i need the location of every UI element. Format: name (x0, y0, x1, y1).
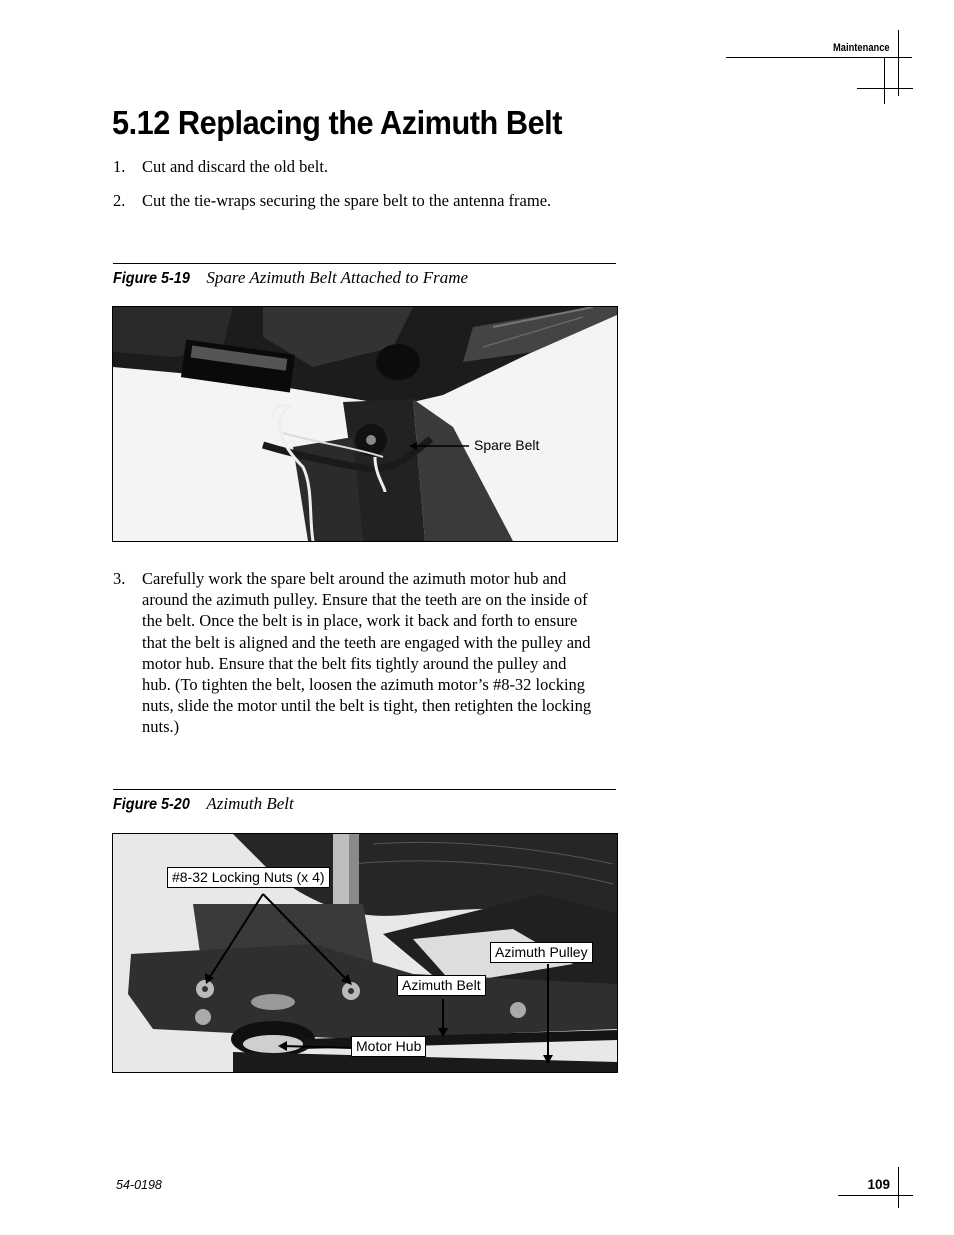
figure-caption (113, 268, 468, 288)
footer-crop-mark (898, 1167, 899, 1208)
step-1 (113, 156, 593, 177)
spare-belt-photo (113, 307, 617, 541)
step-text: Cut the tie-wraps securing the spare belt to the antenna frame. (142, 191, 552, 210)
section-title: 5.12 Replacing the Azimuth Belt (112, 104, 563, 141)
figure-number: Figure 5-20 (113, 796, 190, 813)
step-number: 2. (113, 191, 126, 210)
callout-motor-hub: Motor Hub (351, 1036, 426, 1057)
figure-rule (113, 263, 616, 264)
callout-azimuth-belt: Azimuth Belt (397, 975, 486, 996)
step-number: 3. (113, 569, 126, 588)
figure-caption (113, 794, 294, 814)
running-header: Maintenance (833, 42, 890, 54)
crop-mark-vertical (898, 30, 899, 96)
crop-mark-vertical-2 (884, 57, 885, 104)
document-number: 54-0198 (116, 1178, 162, 1192)
callout-azimuth-pulley: Azimuth Pulley (490, 942, 593, 963)
step-text: Cut and discard the old belt. (142, 157, 329, 176)
figure-photo-spare-belt (112, 306, 618, 542)
page-number: 109 (867, 1177, 890, 1192)
step-3 (113, 568, 595, 738)
crop-mark-horizontal (857, 88, 913, 89)
callout-spare-belt: Spare Belt (474, 437, 540, 453)
figure-title: Spare Azimuth Belt Attached to Frame (206, 268, 469, 287)
figure-title: Azimuth Belt (206, 794, 294, 813)
figure-number: Figure 5-19 (113, 270, 190, 287)
step-2 (113, 190, 573, 211)
callout-locking-nuts: #8-32 Locking Nuts (x 4) (167, 867, 330, 888)
step-number: 1. (113, 157, 126, 176)
step-text: Carefully work the spare belt around the azimuth motor hub and around the azimuth pulley. Ensure that the teeth are on the inside of the belt. Once the belt is in place, work it back and forth to ensure that the belt is aligned and the teeth are engaged with the pulley and motor hub. Ensure that the belt fits tightly around the pulley and hub. (To tighten the belt, loosen the azimuth motor’s #8-32 locking nuts, slide the motor until the belt is tight, then retighten the locking nuts.) (142, 569, 592, 737)
figure-rule (113, 789, 616, 790)
footer-rule (838, 1195, 913, 1196)
